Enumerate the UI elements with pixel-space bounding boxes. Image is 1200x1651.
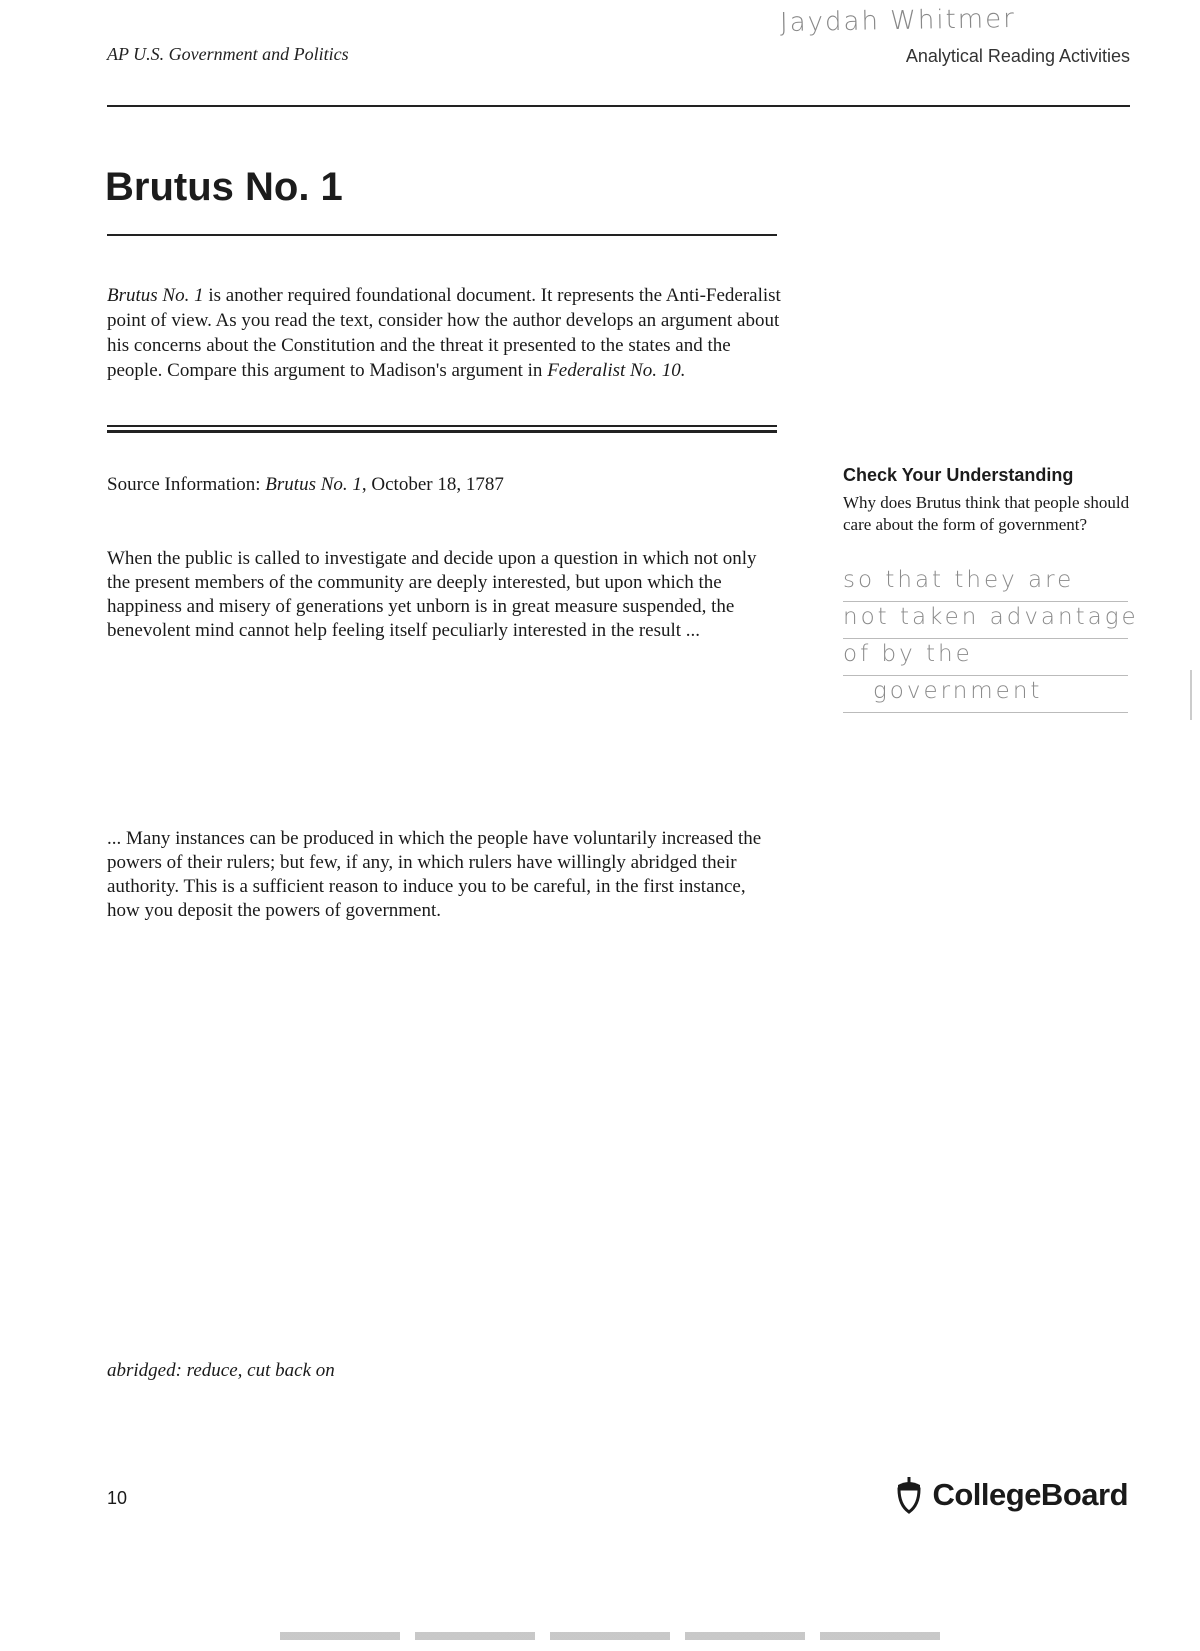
intro-divider-bottom: [107, 430, 777, 433]
page-title: Brutus No. 1: [105, 165, 343, 209]
passage-2: ... Many instances can be produced in which the people have voluntarily increased the powers of their rulers; but few, if any, in which rulers have willingly abridged their authority. This is a sufficient reason to induce you to be careful, in the first instance, how you deposit the powers of government.: [107, 828, 762, 921]
intro-divider-top: [107, 425, 777, 427]
page-number: 10: [107, 1488, 128, 1508]
answer-line[interactable]: of by the: [843, 639, 1128, 676]
passage-1: When the public is called to investigate and decide upon a question in which not only the present members of the community are deeply interested, but upon which the happiness and misery of generations yet unborn is in great measure suspended, the benevolent mind cannot help feeling itself peculiarly interested in the result ...: [107, 548, 757, 641]
student-name-handwritten: Jaydah Whitmer: [779, 3, 1017, 39]
intro-text: is another required foundational document. It represents the Anti-Federalist point of view. As you read the text, consider how the author develops an argument about his concerns about the Constitution and the threat it presented to the states and the people. Compare this argument to Madison's argument in: [107, 285, 781, 381]
section-title: Analytical Reading Activities: [905, 46, 1130, 66]
sidebar-heading: Check Your Understanding: [843, 465, 1074, 485]
header-divider: [107, 105, 1130, 107]
check-understanding-box: [843, 465, 1133, 536]
source-doc-name: Brutus No. 1: [265, 474, 362, 495]
sidebar-question: Why does Brutus think that people should care about the form of government?: [843, 493, 1130, 534]
collegeboard-logo: [892, 1475, 1128, 1515]
source-label: Source Information:: [107, 474, 266, 495]
acorn-icon: [892, 1475, 926, 1515]
scan-artifact-edge: [1190, 670, 1192, 720]
intro-paragraph: [107, 283, 787, 383]
logo-text: CollegeBoard: [932, 1477, 1128, 1512]
answer-area[interactable]: [843, 565, 1139, 713]
source-info: [107, 474, 504, 496]
title-divider: [107, 234, 777, 236]
source-date: , October 18, 1787: [361, 474, 504, 495]
answer-line[interactable]: government: [843, 676, 1128, 713]
answer-line[interactable]: so that they are: [843, 565, 1128, 602]
scan-artifact: [280, 1632, 940, 1640]
answer-line[interactable]: not taken advantage: [843, 602, 1128, 639]
intro-doc-name: Brutus No. 1: [107, 285, 204, 306]
glossary-note: abridged: reduce, cut back on: [107, 1360, 335, 1381]
intro-ref-name: Federalist No. 10.: [547, 360, 686, 381]
course-title: AP U.S. Government and Politics: [107, 44, 349, 64]
